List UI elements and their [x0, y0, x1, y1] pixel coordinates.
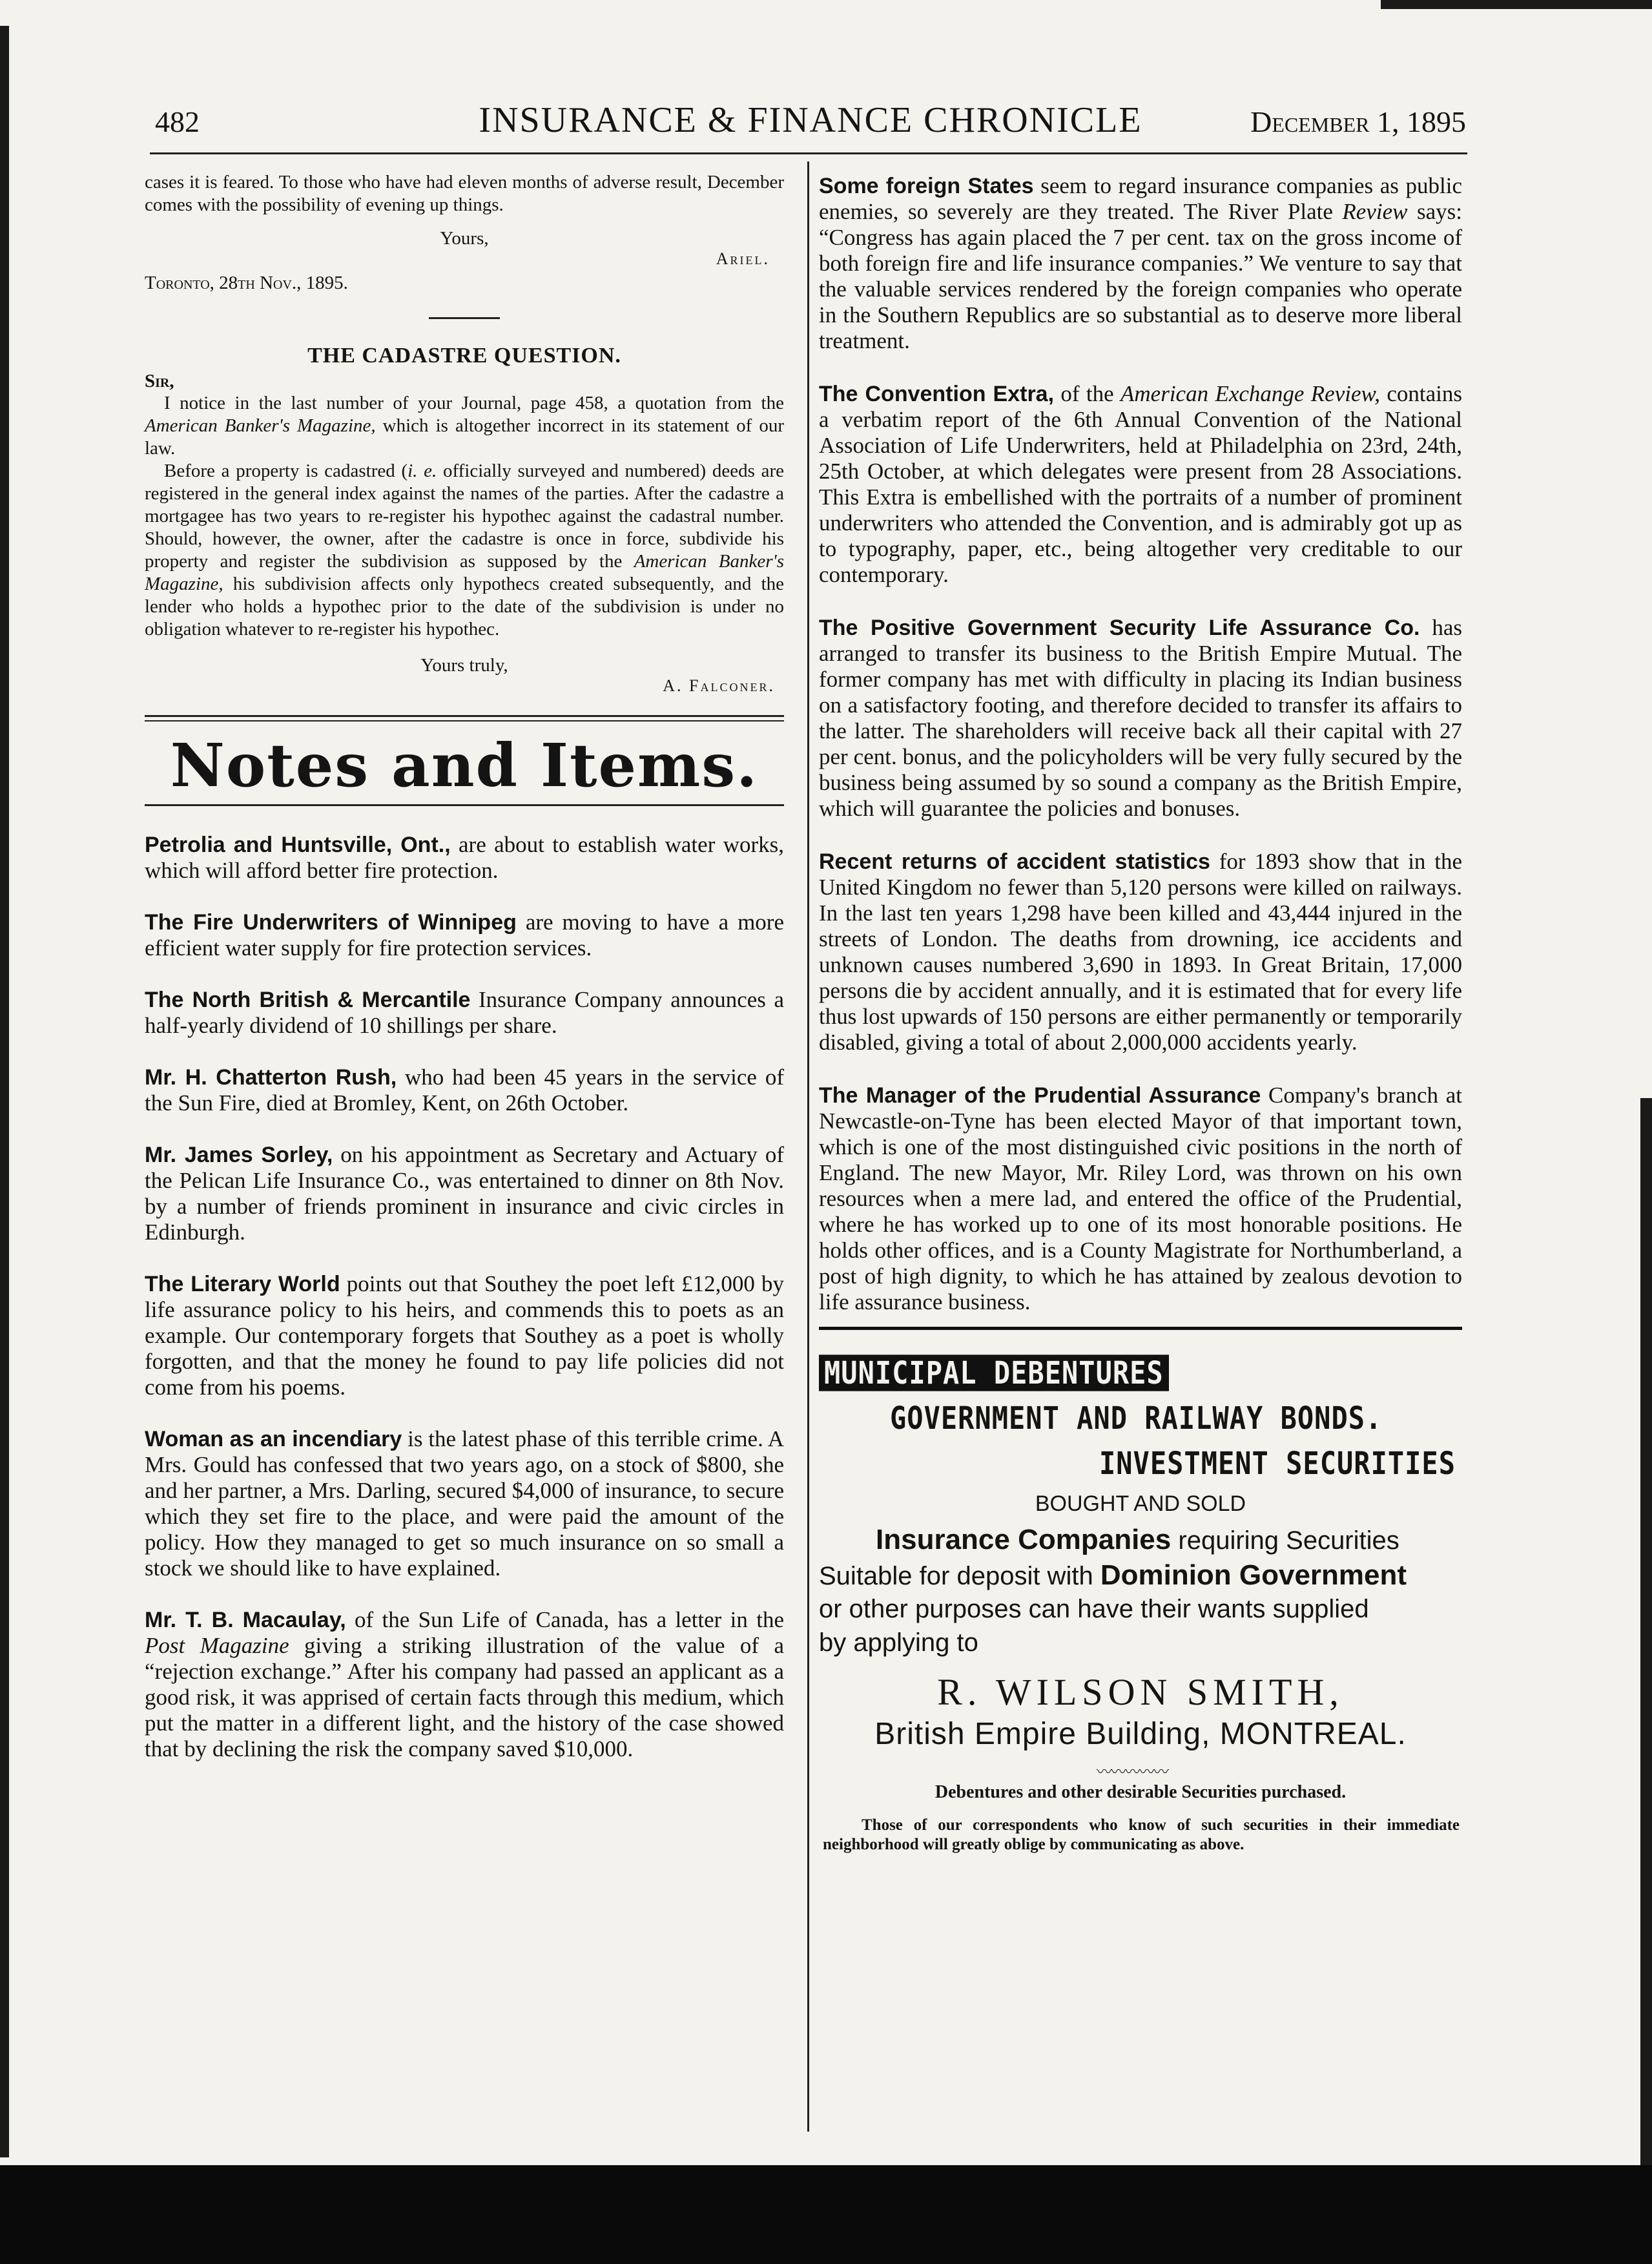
news-item: Woman as an incendiary is the latest phase of this terrible crime. A Mrs. Gould has confessed that two years ago, on a stock of $800, she and her partner, a Mrs. Darling, secured $4,000 of insurance, to secure which they set fire to the place, and were paid the amount of the policy. How they managed to get so much insurance on so small a stock we should like to have explained.: [145, 1426, 785, 1581]
cadastre-paragraph-2: Before a property is cadastred (i. e. officially surveyed and numbered) deeds are registered in the general index against the names of the parties. After the cadastre a mortgagee has two years to re-register his hypothec against the cadastral number. Should, however, the owner, after the cadastre is once in force, subdivide his property and register the subdivision as supposed by the American Banker's Magazine, his subdivision affects only hypothecs created subsequently, and the lender who holds a hypothec prior to the date of the subdivision is under no obligation whatever to re-register his hypothec.: [145, 461, 784, 639]
ad-body-line: or other purposes can have their wants supplied: [819, 1595, 1369, 1623]
notes-rule: [145, 804, 784, 806]
cadastre-signature: A. Falconer.: [663, 676, 775, 695]
ad-body-line: Suitable for deposit with Dominion Government: [819, 1559, 1407, 1591]
right-column: [819, 173, 1462, 2092]
ad-body-line: Insurance Companies requiring Securities: [876, 1524, 1399, 1555]
news-item: Mr. H. Chatterton Rush, who had been 45 years in the service of the Sun Fire, died at Bromley, Kent, on 26th October.: [145, 1064, 784, 1116]
ad-wave-ornament: 〰〰〰〰〰: [1097, 1763, 1168, 1781]
ariel-place-date: Toronto, 28th Nov., 1895.: [145, 273, 348, 293]
news-item: The Manager of the Prudential Assurance Company's branch at Newcastle-on-Tyne has been elected Mayor of that important town, which is one of the most distinguished civic positions in the north of England. The new Mayor, Mr. Riley Lord, was thrown on his own resources when a mere lad, and entered the office of the Prudential, where he has worked up to one of its most honorable positions. He holds other offices, and is a County Magistrate for Northumberland, a post of high dignity, to which he has attained by zealous devotion to life assurance business.: [819, 1083, 1462, 1314]
ad-address: British Empire Building, MONTREAL.: [874, 1717, 1407, 1751]
cadastre-paragraph-1: I notice in the last number of your Journal, page 458, a quotation from the American Banker's Magazine, which is altogether incorrect in its statement of our law.: [145, 393, 784, 459]
scan-bottom-bar: [0, 2165, 1652, 2264]
news-item: Some foreign States seem to regard insurance companies as public enemies, so severely are they treated. The River Plate Review says: “Congress has again placed the 7 per cent. tax on the gross income of both foreign fire and life insurance companies.” We venture to say that the valuable services rendered by the foreign companies who operate in the Southern Republics are so substantial as to deserve more liberal treatment.: [819, 173, 1463, 353]
cadastre-title: THE CADASTRE QUESTION.: [307, 344, 621, 368]
ad-debentures-line: Debentures and other desirable Securities purchased.: [934, 1782, 1347, 1802]
section-double-rule: [145, 715, 784, 722]
column-divider: [807, 161, 809, 2132]
ad-correspondents-note: Those of our correspondents who know of such securities in their immediate neighborhood will greatly oblige by communicating as above.: [823, 1816, 1460, 1853]
news-item: Mr. James Sorley, on his appointment as Secretary and Actuary of the Pelican Life Insurance Co., was entertained to dinner on 8th Nov. by a number of friends prominent in insurance and civic circles in Edinburgh.: [145, 1142, 784, 1245]
ariel-letter-text: cases it is feared. To those who have had eleven months of adverse result, December comes with the possibility of evening up things.: [145, 172, 784, 215]
cadastre-salutation: Sir,: [145, 371, 174, 391]
news-item: Recent returns of accident statistics for 1893 show that in the United Kingdom no fewer than 5,120 persons were killed on railways. In the last ten years 1,298 have been killed and 43,444 injured in the streets of London. The deaths from drowning, ice accidents and unknown causes numbered 3,690 in 1893. In Great Britain, 17,000 persons die by accident annually, and it is estimated that for every life thus lost upwards of 150 persons are either permanently or temporarily disabled, giving a total of about 2,000,000 accidents yearly.: [819, 849, 1462, 1055]
issue-date: December 1, 1895: [1250, 105, 1466, 138]
journal-title: INSURANCE & FINANCE CHRONICLE: [479, 100, 1142, 140]
scan-edge-top: [1381, 0, 1652, 9]
ad-body-line: by applying to: [819, 1628, 978, 1657]
ad-bought-sold: BOUGHT AND SOLD: [1035, 1491, 1246, 1516]
short-rule: [429, 317, 500, 319]
scan-edge-left: [0, 26, 9, 2157]
ad-firm-name: R. WILSON SMITH,: [937, 1671, 1344, 1713]
news-item: The Literary World points out that Southey the poet left £12,000 by life assurance policy to his heirs, and commends this to poets as an example. Our contemporary forgets that Southey as a poet is wholly forgotten, and that the money he found to pay life policies did not come from his poems.: [145, 1271, 784, 1400]
news-item: The North British & Mercantile Insurance Company announces a half-yearly dividend of 10 shillings per share.: [145, 987, 784, 1038]
ad-heading-municipal: MUNICIPAL DEBENTURES: [819, 1355, 1169, 1391]
page-number: 482: [155, 105, 200, 138]
ariel-closing: Yours,: [440, 228, 489, 249]
ad-heading-investment: INVESTMENT SECURITIES: [1099, 1445, 1456, 1482]
notes-heading: Notes and Items.: [170, 731, 759, 800]
advertisement: [819, 1330, 1462, 2092]
news-item: Mr. T. B. Macaulay, of the Sun Life of Canada, has a letter in the Post Magazine giving a striking illustration of the value of a “rejection exchange.” After his company had passed an applicant as a good risk, it was apprised of certain facts through this medium, which put the matter in a different light, and the history of the case showed that by declining the risk the company saved $10,000.: [145, 1607, 784, 1761]
ariel-signature: Ariel.: [716, 249, 770, 268]
news-item: The Positive Government Security Life Assurance Co. has arranged to transfer its business to the British Empire Mutual. The former company has met with difficulty in placing its Indian business on a satisfactory footing, and therefore decided to transfer its affairs to the latter. The shareholders will receive back all their capital with 27 per cent. bonus, and the policyholders will be very fully secured by the business being assumed by so sound a company as the British Empire, which will guarantee the policies and bonuses.: [819, 615, 1463, 821]
page-header: [155, 97, 1466, 142]
left-column: [145, 171, 784, 1788]
news-item: Petrolia and Huntsville, Ont., are about to establish water works, which will afford better fire protection.: [145, 832, 785, 883]
news-item: The Fire Underwriters of Winnipeg are moving to have a more efficient water supply for fire protection services.: [145, 909, 784, 961]
header-rule: [150, 152, 1467, 154]
cadastre-closing: Yours truly,: [420, 655, 508, 676]
ad-heading-government: GOVERNMENT AND RAILWAY BONDS.: [890, 1400, 1383, 1437]
news-item: The Convention Extra, of the American Exchange Review, contains a verbatim report of the 6th Annual Convention of the National Association of Life Underwriters, held at Philadelphia on 23rd, 24th, 25th October, at which delegates were present from 28 Associations. This Extra is embellished with the portraits of a number of prominent underwriters who attended the Convention, and is admirably got up as to typography, paper, etc., being altogether very creditable to our contemporary.: [819, 381, 1462, 587]
scan-edge-right: [1640, 1098, 1652, 2196]
